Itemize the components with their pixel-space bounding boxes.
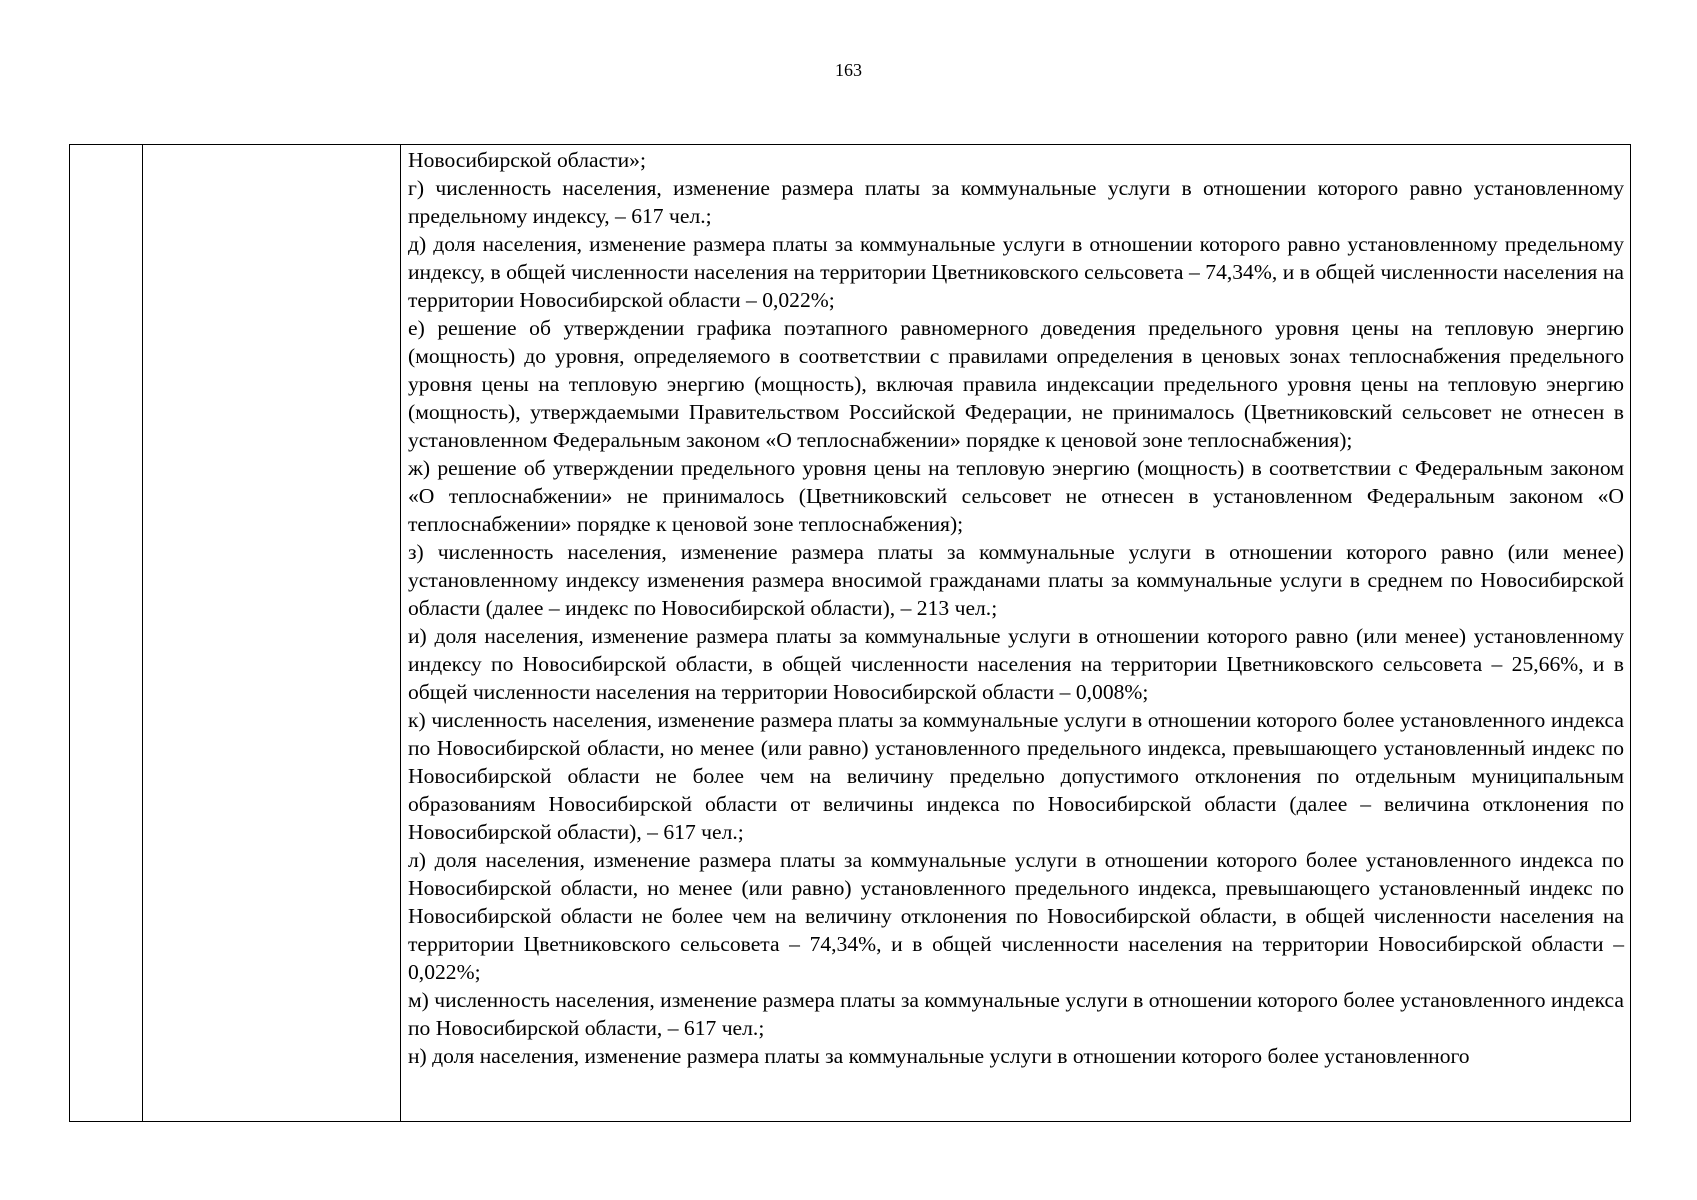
- text-cell: [401, 145, 1631, 1122]
- paragraph-z: з) численность населения, изменение размера платы за коммунальные услуги в отношении которого равно (или менее) установленному индексу изменения размера вносимой гражданами платы за коммунальные услуги в среднем по Новосибирской области (далее – индекс по Новосибирской области), – 213 чел.;: [408, 540, 1624, 620]
- paragraph-l: л) доля населения, изменение размера платы за коммунальные услуги в отношении которого более установленного индекса по Новосибирской области, но менее (или равно) установленного предельного индекса, превышающего установленный индекс по Новосибирской области не более чем на величину отклонения по Новосибирской области, в общей численности населения на территории Цветниковского сельсовета – 74,34%, и в общей численности населения на территории Новосибирской области – 0,022%;: [408, 848, 1624, 984]
- paragraph-m: м) численность населения, изменение размера платы за коммунальные услуги в отношении которого более установленного индекса по Новосибирской области, – 617 чел.;: [408, 988, 1624, 1040]
- paragraph-g: г) численность населения, изменение размера платы за коммунальные услуги в отношении которого равно установленному предельному индексу, – 617 чел.;: [408, 176, 1624, 228]
- paragraph-zh: ж) решение об утверждении предельного уровня цены на тепловую энергию (мощность) в соответствии с Федеральным законом «О теплоснабжении» не принималось (Цветниковский сельсовет не отнесен в установленном Федеральным законом «О теплоснабжении» порядке к ценовой зоне теплоснабжения);: [408, 456, 1624, 536]
- paragraph-continuation: Новосибирской области»;: [408, 148, 646, 172]
- empty-cell-number: [70, 145, 143, 1122]
- paragraph-d: д) доля населения, изменение размера платы за коммунальные услуги в отношении которого равно установленному предельному индексу, в общей численности населения на территории Цветниковского сельсовета – 74,34%, и в общей численности населения на территории Новосибирской области – 0,022%;: [408, 232, 1624, 312]
- table-row: [70, 145, 1631, 1122]
- paragraph-k: к) численность населения, изменение размера платы за коммунальные услуги в отношении которого более установленного индекса по Новосибирской области, но менее (или равно) установленного предельного индекса, превышающего установленный индекс по Новосибирской области не более чем на величину предельно допустимого отклонения по отдельным муниципальным образованиям Новосибирской области от величины индекса по Новосибирской области (далее – величина отклонения по Новосибирской области), – 617 чел.;: [408, 708, 1624, 844]
- paragraph-i: и) доля населения, изменение размера платы за коммунальные услуги в отношении которого равно (или менее) установленному индексу по Новосибирской области, в общей численности населения на территории Цветниковского сельсовета – 25,66%, и в общей численности населения на территории Новосибирской области – 0,008%;: [408, 624, 1624, 704]
- document-table: [69, 144, 1631, 1122]
- empty-cell-name: [143, 145, 401, 1122]
- paragraph-e: е) решение об утверждении графика поэтапного равномерного доведения предельного уровня цены на тепловую энергию (мощность) до уровня, определяемого в соответствии с правилами определения в ценовых зонах теплоснабжения предельного уровня цены на тепловую энергию (мощность), включая правила индексации предельного уровня цены на тепловую энергию (мощность), утверждаемыми Правительством Российской Федерации, не принималось (Цветниковский сельсовет не отнесен в установленном Федеральным законом «О теплоснабжении» порядке к ценовой зоне теплоснабжения);: [408, 316, 1624, 452]
- paragraph-n: н) доля населения, изменение размера платы за коммунальные услуги в отношении которого более установленного: [408, 1044, 1470, 1068]
- page-number: 163: [835, 60, 862, 80]
